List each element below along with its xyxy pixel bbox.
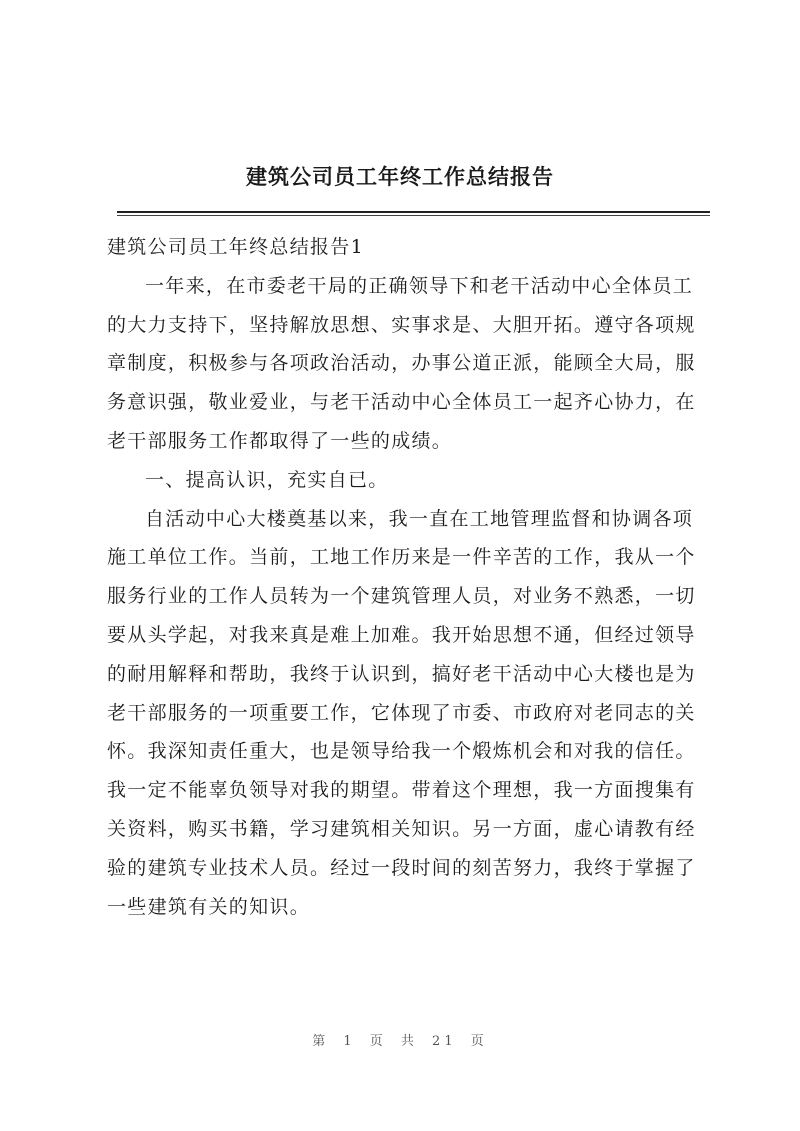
body-paragraph: 自活动中心大楼奠基以来，我一直在工地管理监督和协调各项施工单位工作。当前，工地工作历来是一件辛苦的工作，我从一个服务行业的工作人员转为一个建筑管理人员，对业务不熟悉，一切要从头学起，对我来真是难上加难。我开始思想不通，但经过领导的耐用解释和帮助，我终于认识到，搞好老干活动中心大楼也是为老干部服务的一项重要工作，它体现了市委、市政府对老同志的关怀。我深知责任重大，也是领导给我一个煅炼机会和对我的信任。我一定不能辜负领导对我的期望。带着这个理想，我一方面搜集有关资料，购买书籍，学习建筑相关知识。另一方面，虚心请教有经验的建筑专业技术人员。经过一段时间的刻苦努力，我终于掌握了一些建筑有关的知识。 bbox=[107, 507, 696, 918]
subsection-heading: 一、提高认识，充实自已。 bbox=[145, 468, 389, 491]
document-title: 建筑公司员工年终工作总结报告 bbox=[246, 165, 554, 189]
page-footer: 第 1 页 共 21 页 bbox=[312, 1034, 488, 1049]
document-body bbox=[107, 228, 707, 926]
title-divider-thin bbox=[117, 215, 710, 216]
body-paragraph: 一年来，在市委老干局的正确领导下和老干活动中心全体员工的大力支持下，坚持解放思想、实事求是、大胆开拓。遵守各项规章制度，积极参与各项政治活动，办事公道正派，能顾全大局，服务意识强，敬业爱业，与老干活动中心全体员工一起齐心协力，在老干部服务工作都取得了一些的成绩。 bbox=[107, 274, 696, 452]
title-divider-thick bbox=[117, 211, 710, 213]
section-heading: 建筑公司员工年终总结报告1 bbox=[107, 236, 364, 258]
